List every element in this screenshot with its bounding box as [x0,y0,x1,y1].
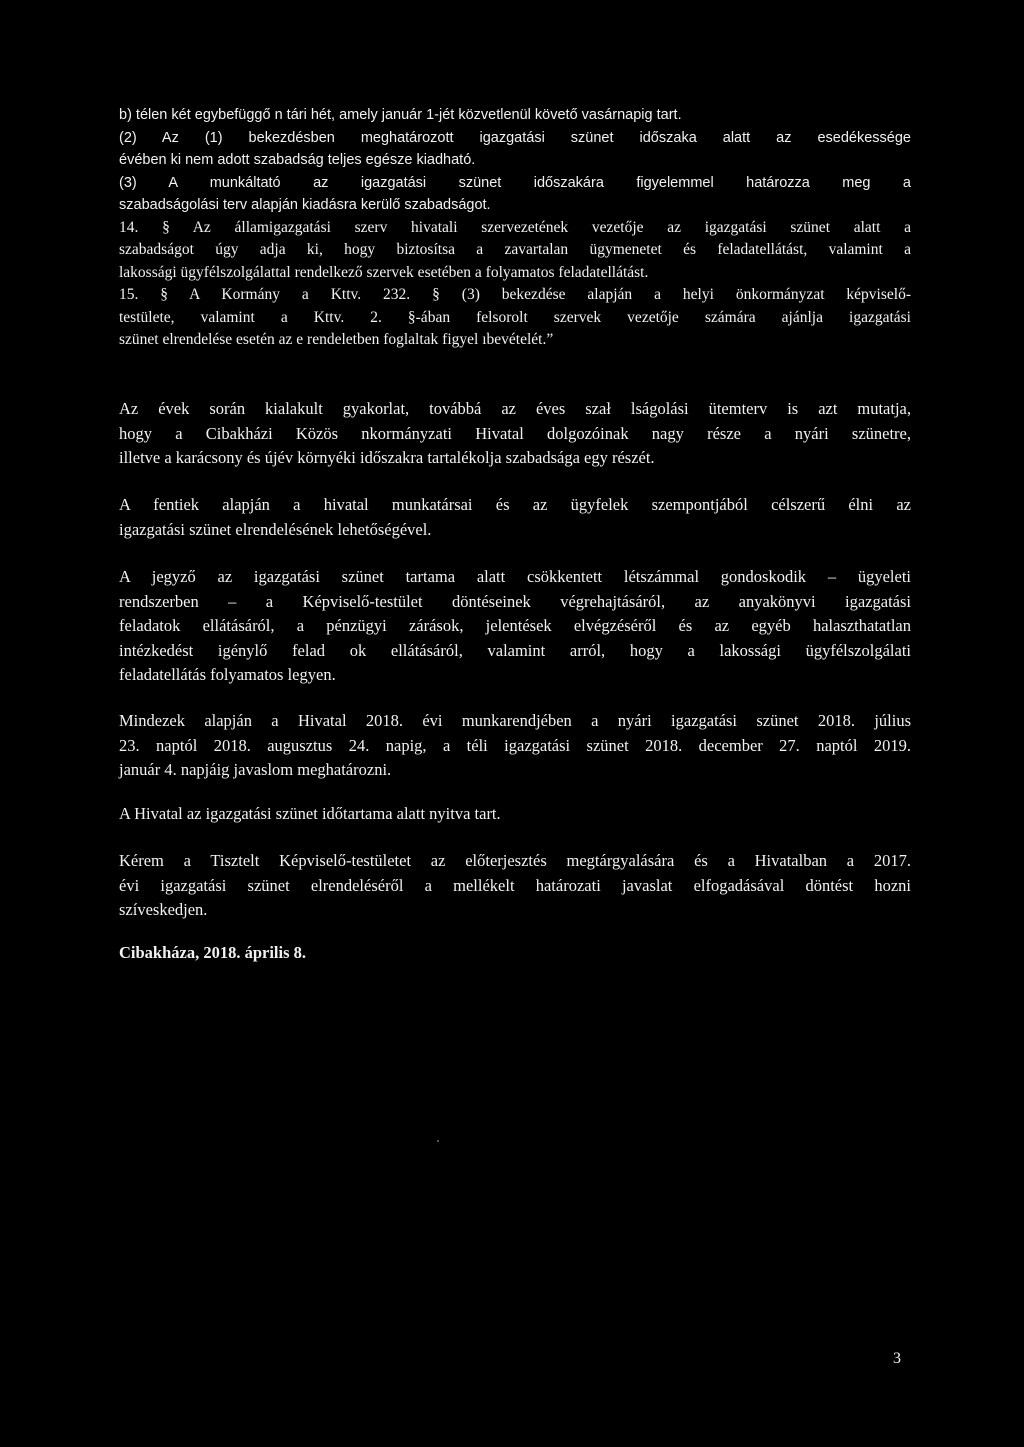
rule-line: 14. § Az államigazgatási szerv hivatali szervezetének vezetője az igazgatási szünet alatt a [119,218,911,236]
paragraph [119,397,911,471]
paragraph-line: Kérem a Tisztelt Képviselő-testületet az előterjesztés megtárgyalására és a Hivatalban a 2017. [119,851,911,870]
scan-speck [437,1140,439,1142]
paragraph-line: A jegyző az igazgatási szünet tartama alatt csökkentett létszámmal gondoskodik – ügyeleti [119,567,911,586]
rule-line: szabadságot úgy adja ki, hogy biztosítsa a zavartalan ügymenetet és feladatellátást, valamint a [119,241,911,258]
paragraph-line: feladatok ellátásáról, a pénzügyi zárások, jelentések elvégzéséről és az egyéb halaszthatatlan [119,616,911,635]
paragraph-line: A Hivatal az igazgatási szünet időtartama alatt nyitva tart. [119,804,501,823]
rule-line: b) télen két egybefüggő n tári hét, amely január 1-jét közvetlenül követő vasárnapig tart. [119,107,682,123]
rule-line: 15. § A Kormány a Kttv. 232. § (3) bekezdése alapján a helyi önkormányzat képviselő- [119,286,911,303]
quoted-regulation [119,104,911,352]
paragraph [119,493,911,542]
paragraph-line: évi igazgatási szünet elrendeléséről a mellékelt határozati javaslat elfogadásával döntést hozni [119,875,911,895]
rule-line: (2) Az (1) bekezdésben meghatározott igazgatási szünet időszaka alatt az esedékessége [119,129,911,146]
paragraph [119,709,911,783]
paragraph-line: A fentiek alapján a hivatal munkatársai és az ügyfelek szempontjából célszerű élni az [119,495,911,514]
page-number: 3 [893,1350,901,1367]
paragraph-line: szíveskedjen. [119,900,208,919]
paragraph-line: január 4. napjáig javaslom meghatározni. [119,760,392,779]
paragraph [119,565,911,688]
rule-line: testülete, valamint a Kttv. 2. §-ában felsorolt szervek vezetője számára ajánlja igazgatási [119,308,911,326]
paragraph-line: intézkedést igénylő felad ok ellátásáról, valamint arról, hogy a lakossági ügyfélszolgálati [119,640,911,660]
rule-line: szabadságolási terv alapján kiadásra kerülő szabadságot. [119,197,491,213]
rule-line: évében ki nem adott szabadság teljes egésze kiadható. [119,152,476,168]
place-and-date: Cibakháza, 2018. április 8. [119,943,307,962]
paragraph [119,802,911,827]
paragraph-line: hogy a Cibakházi Közös nkormányzati Hivatal dolgozóinak nagy része a nyári szünetre, [119,423,911,443]
paragraph [119,849,911,923]
paragraph-line: feladatellátás folyamatos legyen. [119,665,336,684]
rule-line: (3) A munkáltató az igazgatási szünet időszakára figyelemmel határozza meg a [119,174,911,191]
paragraph-line: 23. naptól 2018. augusztus 24. napig, a téli igazgatási szünet 2018. december 27. naptól 2019. [119,735,911,755]
paragraph-line: rendszerben – a Képviselő-testület döntéseinek végrehajtásáról, az anyakönyvi igazgatási [119,591,911,611]
paragraph-line: illetve a karácsony és újév környéki időszakra tartalékolja szabadsága egy részét. [119,448,655,467]
paragraph-line: Mindezek alapján a Hivatal 2018. évi munkarendjében a nyári igazgatási szünet 2018. július [119,711,911,730]
rule-line: lakossági ügyfélszolgálattal rendelkező szervek esetében a folyamatos feladatellátást. [119,263,649,281]
rule-line: szünet elrendelése esetén az e rendeletben foglaltak figyel ıbevételét.” [119,331,554,348]
paragraph-line: igazgatási szünet elrendelésének lehetőségével. [119,519,432,539]
paragraph-line: Az évek során kialakult gyakorlat, továbbá az éves szał lságolási ütemterv is azt mutatja, [119,399,911,418]
